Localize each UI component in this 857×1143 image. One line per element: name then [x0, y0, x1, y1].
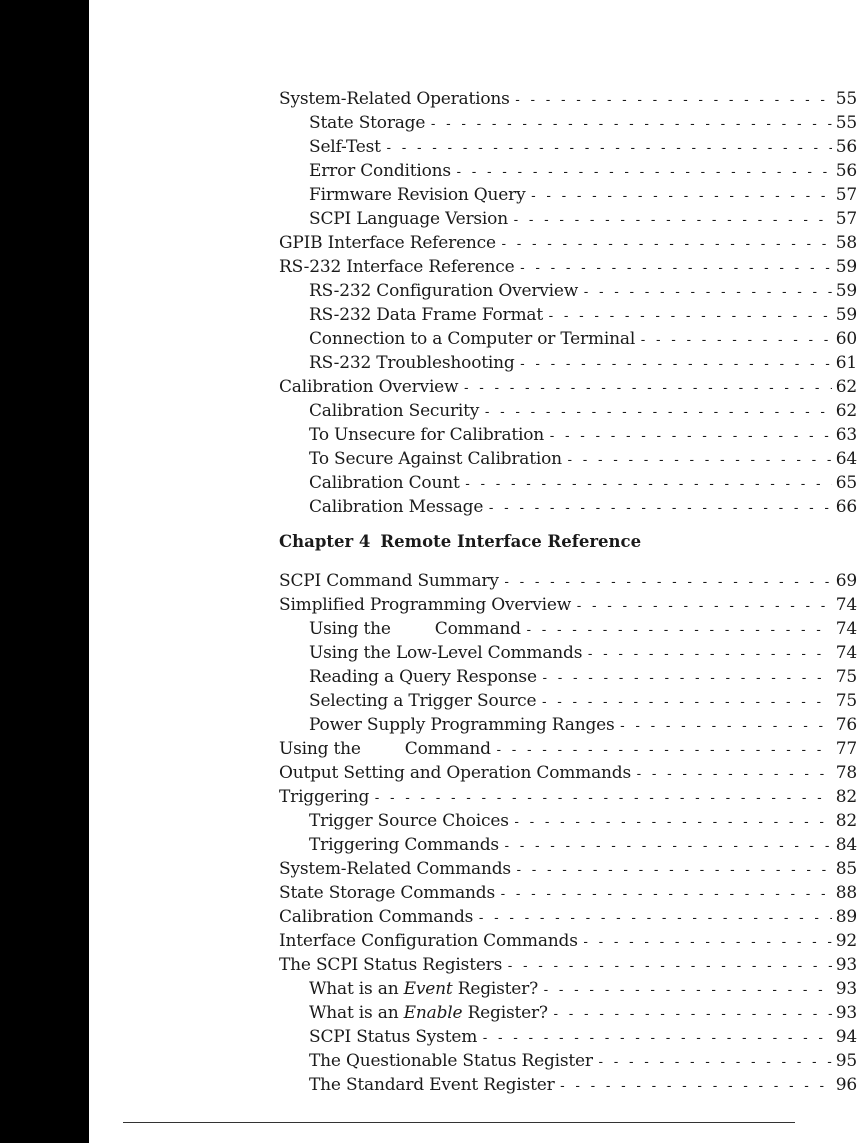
- toc-entry-title: [309, 617, 521, 641]
- toc-entry-title: RS-232 Configuration Overview: [309, 281, 579, 301]
- toc-page-number: 84: [835, 835, 857, 855]
- toc-entry-title: Calibration Commands: [279, 907, 474, 927]
- toc-page-number: 59: [835, 281, 857, 301]
- toc-entry[interactable]: [279, 255, 857, 279]
- toc-page-number: 55: [835, 89, 857, 109]
- toc-entry[interactable]: [279, 471, 857, 495]
- toc-entry-title: [279, 737, 491, 761]
- dot-leader: [635, 763, 832, 787]
- toc-page-number: 93: [835, 955, 857, 975]
- toc-page-number: 96: [835, 1075, 857, 1095]
- dot-leader: [547, 305, 832, 329]
- toc-page-number: 88: [835, 883, 857, 903]
- toc-entry-title: Interface Configuration Commands: [279, 931, 578, 951]
- dot-leader: [487, 497, 832, 521]
- dot-leader: [495, 739, 832, 763]
- toc-entry-title: Calibration Security: [309, 401, 480, 421]
- dot-leader: [503, 571, 832, 595]
- dot-leader: [477, 907, 832, 931]
- toc-page-number: 76: [835, 715, 857, 735]
- title-part: Using the: [309, 619, 391, 639]
- toc-page-number: 65: [835, 473, 857, 493]
- dot-leader: [597, 1051, 832, 1075]
- toc-entry[interactable]: [279, 279, 857, 303]
- toc-entry[interactable]: [279, 833, 857, 857]
- title-part: Using the: [279, 739, 361, 759]
- toc-entry[interactable]: [279, 617, 857, 641]
- dot-leader: [586, 643, 832, 667]
- toc-entry[interactable]: [279, 87, 857, 111]
- toc-entry-title: The Standard Event Register: [309, 1075, 555, 1095]
- toc-entry-title: SCPI Status System: [309, 1027, 478, 1047]
- dot-leader: [464, 473, 832, 497]
- toc-page-number: 69: [835, 571, 857, 591]
- toc-entry[interactable]: [279, 1049, 857, 1073]
- toc-entry-title: Simplified Programming Overview: [279, 595, 572, 615]
- toc-page-number: 59: [835, 305, 857, 325]
- toc-entry[interactable]: [279, 375, 857, 399]
- toc-entry[interactable]: [279, 593, 857, 617]
- toc-entry-title: To Secure Against Calibration: [309, 449, 562, 469]
- dot-leader: [548, 425, 832, 449]
- dot-leader: [514, 89, 832, 113]
- dot-leader: [512, 209, 832, 233]
- title-part: Register?: [457, 979, 538, 999]
- dot-leader: [515, 859, 832, 883]
- toc-page-number: 74: [835, 619, 857, 639]
- toc-entry-title: Calibration Message: [309, 497, 484, 517]
- toc-entry[interactable]: [279, 111, 857, 135]
- dot-leader: [483, 401, 832, 425]
- toc-entry[interactable]: [279, 231, 857, 255]
- toc-entry-title: State Storage Commands: [279, 883, 496, 903]
- dot-leader: [385, 137, 832, 161]
- dot-leader: [639, 329, 832, 353]
- toc-entry-title: GPIB Interface Reference: [279, 233, 496, 253]
- toc-entry[interactable]: [279, 665, 857, 689]
- toc-entry-title: SCPI Language Version: [309, 209, 508, 229]
- toc-section-operations: [279, 87, 857, 519]
- toc-entry-title: Using the Low-Level Commands: [309, 643, 583, 663]
- toc-entry-title: The SCPI Status Registers: [279, 955, 503, 975]
- toc-entry-title: State Storage: [309, 113, 426, 133]
- toc-page-number: 64: [835, 449, 857, 469]
- toc-entry-title: Selecting a Trigger Source: [309, 691, 537, 711]
- chapter-heading: [279, 525, 857, 559]
- toc-entry[interactable]: [279, 351, 857, 375]
- title-part: What is an: [309, 1003, 399, 1023]
- dot-leader: [559, 1075, 832, 1099]
- toc-page-number: 77: [835, 739, 857, 759]
- toc-entry[interactable]: [279, 929, 857, 953]
- toc-entry-title: [309, 1001, 548, 1025]
- chapter-number: Chapter 4: [279, 532, 371, 551]
- toc-entry-title: [309, 977, 538, 1001]
- toc-entry[interactable]: [279, 785, 857, 809]
- toc-entry[interactable]: [279, 135, 857, 159]
- dot-leader: [500, 233, 832, 257]
- black-edge-tab: [0, 0, 89, 1143]
- dot-leader: [499, 883, 832, 907]
- toc-entry-title: RS-232 Interface Reference: [279, 257, 515, 277]
- toc-entry-title: Calibration Overview: [279, 377, 459, 397]
- toc-entry[interactable]: [279, 1025, 857, 1049]
- dot-leader: [566, 449, 832, 473]
- toc-page-number: 56: [835, 137, 857, 157]
- toc-entry[interactable]: [279, 977, 857, 1001]
- toc-page-number: 92: [835, 931, 857, 951]
- toc-entry[interactable]: [279, 857, 857, 881]
- dot-leader: [582, 281, 832, 305]
- dot-leader: [462, 377, 832, 401]
- toc-page-number: 93: [835, 979, 857, 999]
- toc-entry[interactable]: [279, 737, 857, 761]
- dot-leader: [619, 715, 832, 739]
- dot-leader: [373, 787, 832, 811]
- toc-page-number: 62: [835, 401, 857, 421]
- toc-page-number: 82: [835, 787, 857, 807]
- toc-page-number: 82: [835, 811, 857, 831]
- toc-entry[interactable]: [279, 953, 857, 977]
- toc-entry[interactable]: [279, 761, 857, 785]
- dot-leader: [540, 691, 832, 715]
- toc-page-number: 85: [835, 859, 857, 879]
- toc-entry[interactable]: [279, 399, 857, 423]
- toc-entry[interactable]: [279, 423, 857, 447]
- toc-page-number: 63: [835, 425, 857, 445]
- dot-leader: [513, 811, 832, 835]
- dot-leader: [506, 955, 832, 979]
- toc-entry-title: Error Conditions: [309, 161, 451, 181]
- toc-page-number: 75: [835, 691, 857, 711]
- toc-entry-title: Connection to a Computer or Terminal: [309, 329, 636, 349]
- toc-page-number: 57: [835, 185, 857, 205]
- title-part: Command: [434, 619, 521, 639]
- toc-entry[interactable]: [279, 905, 857, 929]
- dot-leader: [542, 979, 832, 1003]
- toc-entry[interactable]: [279, 303, 857, 327]
- title-italic-part: Enable: [403, 1003, 463, 1023]
- toc-entry[interactable]: [279, 1073, 857, 1097]
- toc-entry-title: Firmware Revision Query: [309, 185, 526, 205]
- title-part: Command: [404, 739, 491, 759]
- toc-entry-title: Power Supply Programming Ranges: [309, 715, 615, 735]
- toc-page-number: 59: [835, 257, 857, 277]
- dot-leader: [519, 257, 833, 281]
- toc-entry[interactable]: [279, 809, 857, 833]
- toc-entry-title: Trigger Source Choices: [309, 811, 509, 831]
- toc-entry[interactable]: [279, 1001, 857, 1025]
- toc-entry-title: Reading a Query Response: [309, 667, 537, 687]
- toc-entry[interactable]: [279, 881, 857, 905]
- toc-page-number: 93: [835, 1003, 857, 1023]
- dot-leader: [503, 835, 832, 859]
- toc-page-number: 75: [835, 667, 857, 687]
- toc-page-number: 74: [835, 595, 857, 615]
- dot-leader: [455, 161, 832, 185]
- dot-leader: [429, 113, 832, 137]
- toc-page-number: 56: [835, 161, 857, 181]
- toc-entry-title: Triggering: [279, 787, 370, 807]
- toc-page-number: 78: [835, 763, 857, 783]
- toc-entry[interactable]: [279, 569, 857, 593]
- title-italic-part: Event: [403, 979, 453, 999]
- toc-entry-title: Self-Test: [309, 137, 381, 157]
- toc-page-number: 58: [835, 233, 857, 253]
- title-part: What is an: [309, 979, 399, 999]
- toc-entry-title: System-Related Commands: [279, 859, 511, 879]
- toc-page-number: 95: [835, 1051, 857, 1071]
- toc-entry-title: Output Setting and Operation Commands: [279, 763, 631, 783]
- toc-entry-title: Calibration Count: [309, 473, 460, 493]
- toc-entry-title: RS-232 Troubleshooting: [309, 353, 515, 373]
- toc-page-number: 62: [835, 377, 857, 397]
- title-part: Register?: [467, 1003, 548, 1023]
- toc-page-number: 89: [835, 907, 857, 927]
- toc-entry[interactable]: [279, 159, 857, 183]
- toc-entry-title: SCPI Command Summary: [279, 571, 499, 591]
- toc-entry-title: To Unsecure for Calibration: [309, 425, 545, 445]
- toc-entry-title: The Questionable Status Register: [309, 1051, 593, 1071]
- toc-entry[interactable]: [279, 447, 857, 471]
- toc-entry-title: Triggering Commands: [309, 835, 499, 855]
- toc-page-number: 61: [835, 353, 857, 373]
- dot-leader: [582, 931, 832, 955]
- dot-leader: [575, 595, 832, 619]
- dot-leader: [541, 667, 832, 691]
- toc-page-number: 57: [835, 209, 857, 229]
- dot-leader: [481, 1027, 832, 1051]
- toc-entry[interactable]: [279, 207, 857, 231]
- toc-entry-title: RS-232 Data Frame Format: [309, 305, 543, 325]
- dot-leader: [529, 185, 832, 209]
- footer-rule: [123, 1122, 795, 1123]
- dot-leader: [519, 353, 832, 377]
- chapter-title: Remote Interface Reference: [380, 532, 642, 551]
- toc-entry[interactable]: [279, 689, 857, 713]
- dot-leader: [552, 1003, 832, 1027]
- table-of-contents: [279, 87, 857, 1097]
- toc-entry[interactable]: [279, 183, 857, 207]
- toc-page-number: 74: [835, 643, 857, 663]
- dot-leader: [525, 619, 832, 643]
- toc-section-remote-interface: [279, 569, 857, 1097]
- toc-entry[interactable]: [279, 641, 857, 665]
- toc-page-number: 60: [835, 329, 857, 349]
- toc-entry[interactable]: [279, 495, 857, 519]
- toc-entry[interactable]: [279, 713, 857, 737]
- toc-entry[interactable]: [279, 327, 857, 351]
- toc-page-number: 66: [835, 497, 857, 517]
- toc-page-number: 94: [835, 1027, 857, 1047]
- toc-page-number: 55: [835, 113, 857, 133]
- toc-entry-title: System-Related Operations: [279, 89, 510, 109]
